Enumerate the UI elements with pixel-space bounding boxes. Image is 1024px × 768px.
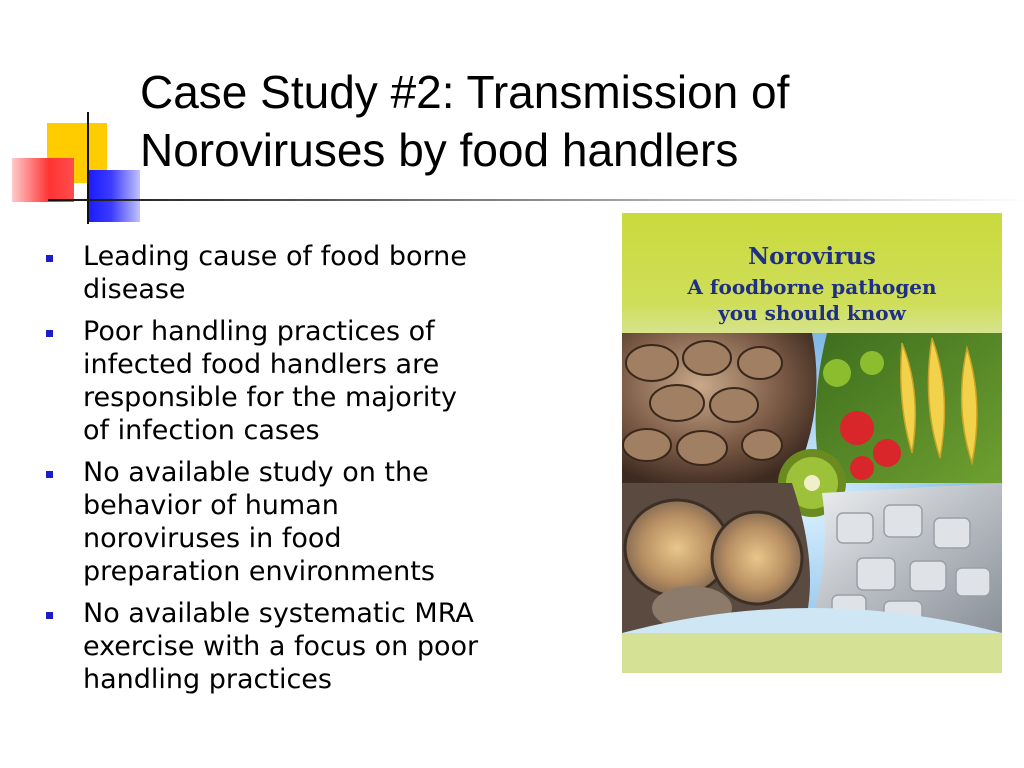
bullet-text [83,240,544,306]
bullet-line: infected food handlers are [83,349,440,380]
poster-footer-band [622,633,1002,673]
bullet-text [83,315,544,447]
bullet-line: No available systematic MRA [83,598,474,629]
bullet-list [44,240,544,705]
bullet-line: behavior of human [83,490,339,521]
bullet-line: responsible for the majority [83,382,457,413]
poster-title: Norovirus [748,243,876,270]
slide-title [140,63,1000,179]
title-underline [48,199,1024,201]
bullet-text [83,456,544,588]
poster-subtitle [622,274,1002,326]
bullet-line: disease [83,274,186,305]
food-collage-illustration [622,333,1002,673]
bullet-line: handling practices [83,664,332,695]
poster-subtitle-line: you should know [718,301,906,325]
bullet-square-icon [46,255,53,262]
bullet-item [44,597,544,696]
bullet-item [44,315,544,447]
decor-vertical-line [87,112,89,224]
bullet-square-icon [46,612,53,619]
poster-subtitle-line: A foodborne pathogen [687,275,937,299]
bullet-line: No available study on the [83,457,429,488]
bullet-line: exercise with a focus on poor [83,631,479,662]
bullet-line: noroviruses in food [83,523,342,554]
bullet-line: Leading cause of food borne [83,241,467,272]
norovirus-poster-image [622,213,1002,673]
decor-blue-square [88,170,140,222]
bullet-line: Poor handling practices of [83,316,435,347]
bullet-line: preparation environments [83,556,435,587]
bullet-text [83,597,544,696]
decor-red-square [12,158,74,202]
bullet-square-icon [46,471,53,478]
slide-title-line-1: Case Study #2: Transmission of [140,66,790,118]
bullet-item [44,456,544,588]
slide-title-line-2: Noroviruses by food handlers [140,124,739,176]
bullet-square-icon [46,330,53,337]
bullet-line: of infection cases [83,415,320,446]
bullet-item [44,240,544,306]
